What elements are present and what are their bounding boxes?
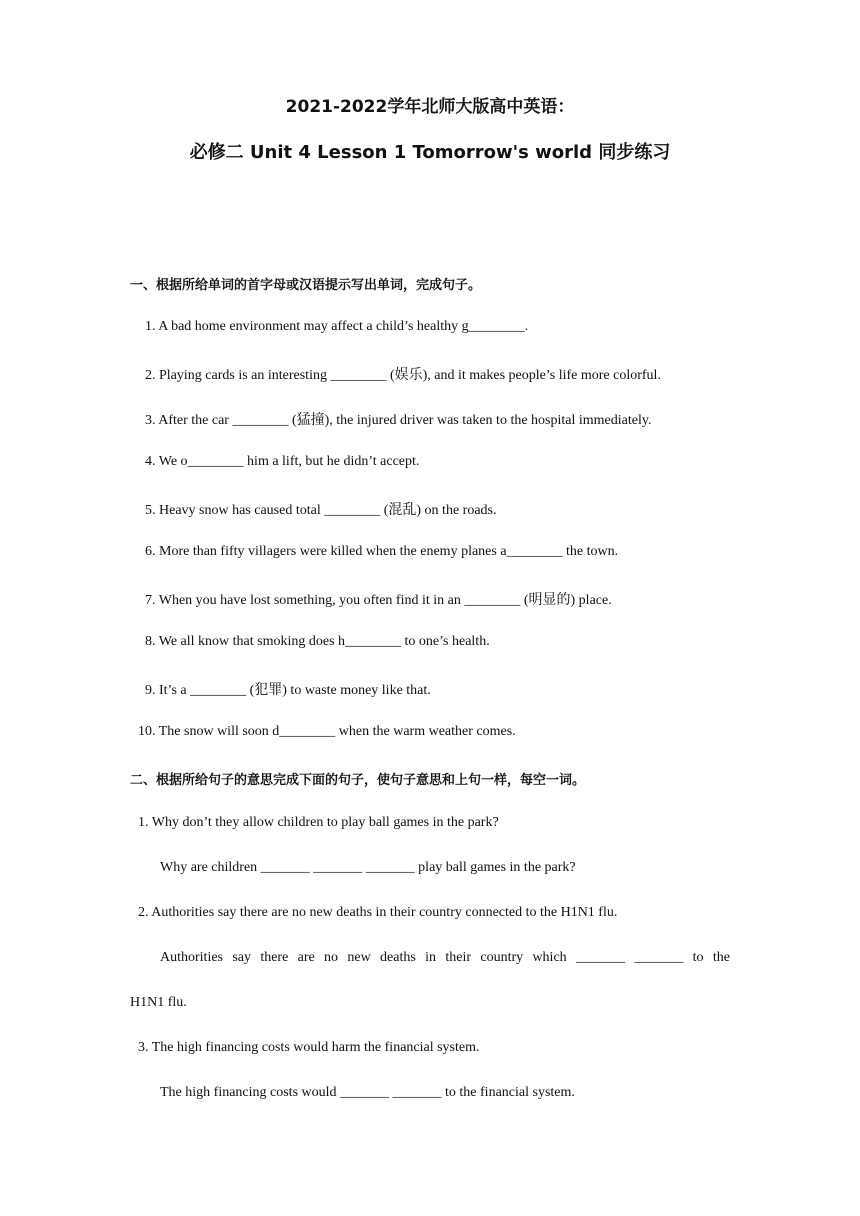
- exercise-item: 6. More than fifty villagers were killed when the enemy planes a________ the town.: [145, 544, 619, 559]
- answer-1: Why are children _______ _______ _______ play ball games in the park?: [160, 860, 576, 875]
- answer-3: The high financing costs would _______ _______ to the financial system.: [160, 1085, 575, 1100]
- exercise-item: 5. Heavy snow has caused total ________ (混乱) on the roads.: [145, 503, 497, 518]
- exercise-item: 2. Playing cards is an interesting ________ (娱乐), and it makes people’s life more colorful.: [145, 368, 661, 383]
- exercise-item: 8. We all know that smoking does h________ to one’s health.: [145, 634, 490, 649]
- exercise-item: 7. When you have lost something, you often find it in an ________ (明显的) place.: [145, 593, 612, 608]
- section-2-heading: 二、根据所给句子的意思完成下面的句子，使句子意思和上句一样，每空一词。: [130, 773, 586, 788]
- question-3: 3. The high financing costs would harm the financial system.: [138, 1040, 480, 1055]
- exercise-item: 3. After the car ________ (猛撞), the injured driver was taken to the hospital immediately.: [145, 413, 652, 428]
- exercise-item: 1. A bad home environment may affect a child’s healthy g________.: [145, 319, 529, 334]
- answer-2-line1: Authorities say there are no new deaths in their country which _______ _______ to the: [160, 950, 730, 965]
- exercise-item: 9. It’s a ________ (犯罪) to waste money like that.: [145, 683, 431, 698]
- exercise-item: 10. The snow will soon d________ when the warm weather comes.: [138, 724, 516, 739]
- page-title: 2021-2022学年北师大版高中英语：: [285, 97, 575, 117]
- section-1-heading: 一、根据所给单词的首字母或汉语提示写出单词，完成句子。: [130, 278, 482, 293]
- question-1: 1. Why don’t they allow children to play ball games in the park?: [138, 815, 499, 830]
- answer-2-line2: H1N1 flu.: [130, 995, 187, 1010]
- question-2: 2. Authorities say there are no new deaths in their country connected to the H1N1 flu.: [138, 905, 618, 920]
- page-subtitle: 必修二 Unit 4 Lesson 1 Tomorrow's world 同步练习: [189, 142, 671, 163]
- exercise-item: 4. We o________ him a lift, but he didn’t accept.: [145, 454, 420, 469]
